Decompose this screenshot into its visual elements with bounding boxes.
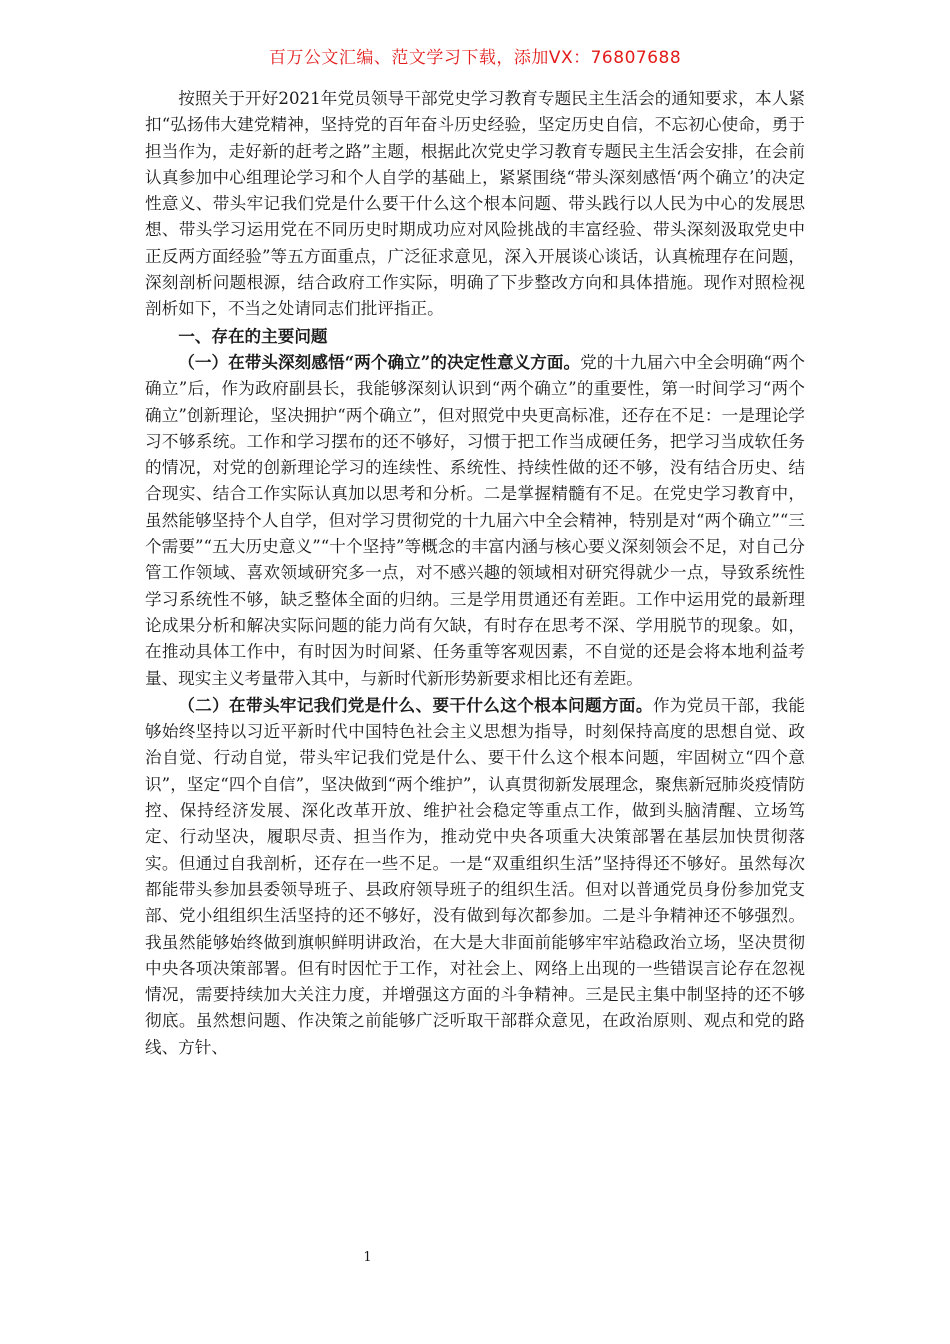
- item-paragraph-2: [145, 692, 805, 1061]
- watermark-header: 百万公文汇编、范文学习下载，添加VX：76807688: [268, 48, 682, 68]
- item-text-2: 作为党员干部，我能够始终坚持以习近平新时代中国特色社会主义思想为指导，时刻保持高度的思想自觉、政治自觉、行动自觉，带头牢记我们党是什么、要干什么这个根本问题，牢固树立“四个意识”，坚定“四个自信”，坚决做到“两个维护”，认真贯彻新发展理念，聚焦新冠肺炎疫情防控、保持经济发展、深化改革开放、维护社会稳定等重点工作，做到头脑清醒、立场笃定、行动坚决，履职尽责、担当作为，推动党中央各项重大决策部署在基层加快贯彻落实。但通过自我剖析，还存在一些不足。一是“双重组织生活”坚持得还不够好。虽然每次都能带头参加县委领导班子、县政府领导班子的组织生活。但对以普通党员身份参加党支部、党小组组织生活坚持的还不够好，没有做到每次都参加。二是斗争精神还不够强烈。我虽然能够始终做到旗帜鲜明讲政治，在大是大非面前能够牢牢站稳政治立场，坚决贯彻中央各项决策部署。但有时因忙于工作，对社会上、网络上出现的一些错误言论存在忽视情况，需要持续加大关注力度，并增强这方面的斗争精神。三是民主集中制坚持的还不够彻底。虽然想问题、作决策之前能够广泛听取干部群众意见，在政治原则、观点和党的路线、方针、: [145, 695, 806, 1057]
- item-text-1: 党的十九届六中全会明确“两个确立”后，作为政府副县长，我能够深刻认识到“两个确立”的重要性，第一时间学习“两个确立”创新理论，坚决拥护“两个确立”，但对照党中央更高标准，还存在不足：一是理论学习不够系统。工作和学习摆布的还不够好，习惯于把工作当成硬任务，把学习当成软任务的情况，对党的创新理论学习的连续性、系统性、持续性做的还不够，没有结合历史、结合现实、结合工作实际认真加以思考和分析。二是掌握精髓有不足。在党史学习教育中，虽然能够坚持个人自学，但对学习贯彻党的十九届六中全会精神，特别是对“两个确立”“三个需要”“五大历史意义”“十个坚持”等概念的丰富内涵与核心要义深刻领会不足，对自己分管工作领域、喜欢领域研究多一点，对不感兴趣的领域相对研究得就少一点，导致系统性学习系统性不够，缺乏整体全面的归纳。三是学用贯通还有差距。工作中运用党的最新理论成果分析和解决实际问题的能力尚有欠缺，有时存在思考不深、学用脱节的现象。如，在推动具体工作中，有时因为时间紧、任务重等客观因素，不自觉的还是会将本地利益考量、现实主义考量带入其中，与新时代新形势新要求相比还有差距。: [145, 352, 805, 688]
- item-title-2: （二）在带头牢记我们党是什么、要干什么这个根本问题方面。: [178, 694, 653, 715]
- document-body: [145, 86, 805, 1061]
- section-heading: 一、存在的主要问题: [178, 325, 328, 346]
- item-paragraph-1: [145, 349, 805, 692]
- intro-paragraph: 按照关于开好2021年党员领导干部党史学习教育专题民主生活会的通知要求，本人紧扣“弘扬伟大建党精神，坚持党的百年奋斗历史经验，坚定历史自信，不忘初心使命，勇于担当作为，走好新的赶考之路”主题，根据此次党史学习教育专题民主生活会安排，在会前认真参加中心组理论学习和个人自学的基础上，紧紧围绕“带头深刻感悟‘两个确立’的决定性意义、带头牢记我们党是什么要干什么这个根本问题、带头践行以人民为中心的发展思想、带头学习运用党在不同历史时期成功应对风险挑战的丰富经验、带头深刻汲取党史中正反两方面经验”等五方面重点，广泛征求意见，深入开展谈心谈话，认真梳理存在问题，深刻剖析问题根源，结合政府工作实际，明确了下步整改方向和具体措施。现作对照检视剖析如下，不当之处请同志们批评指正。: [145, 89, 805, 319]
- page-number: 1: [363, 1250, 372, 1265]
- item-title-1: （一）在带头深刻感悟“两个确立”的决定性意义方面。: [178, 351, 581, 372]
